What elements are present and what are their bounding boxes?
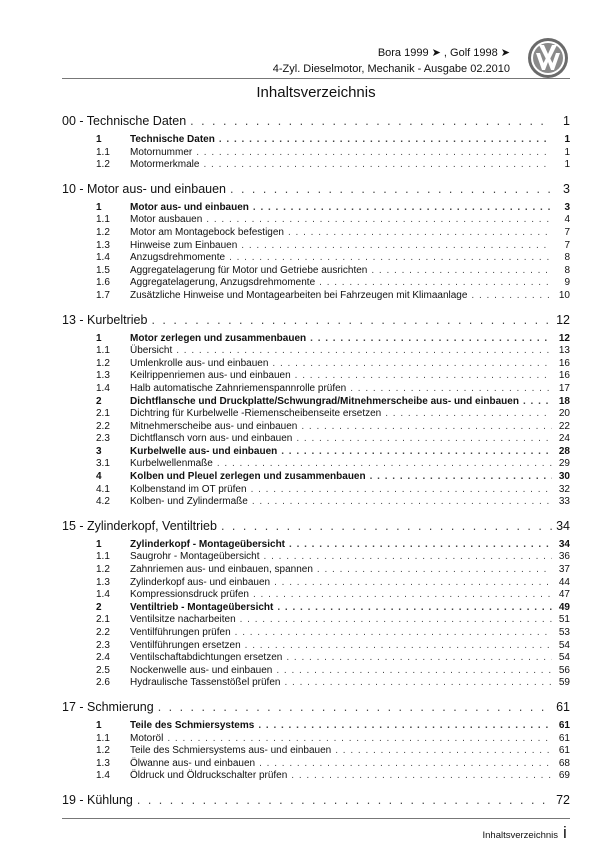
entry-page-number: 7 (564, 226, 570, 238)
entry-title: Ventilsitze nacharbeiten (130, 614, 236, 626)
entry-title: Kolben und Pleuel zerlegen und zusammenbauen (130, 471, 366, 483)
dot-leader (253, 589, 552, 602)
entry-number: 1.5 (96, 264, 110, 276)
entry-page-number: 47 (558, 589, 570, 601)
entry-page-number: 34 (558, 538, 570, 550)
toc-entry-row[interactable] (62, 290, 570, 303)
toc-chapter-row[interactable] (62, 134, 570, 147)
toc-chapter-row[interactable] (62, 396, 570, 409)
toc-section (62, 182, 570, 303)
entry-page-number: 69 (558, 770, 570, 782)
entry-number: 1.1 (96, 214, 110, 226)
toc-chapter-row[interactable] (62, 333, 570, 346)
entry-page-number: 53 (558, 627, 570, 638)
dot-leader (158, 700, 552, 714)
entry-page-number: 61 (558, 745, 570, 757)
dot-leader (235, 627, 552, 640)
section-page-number: 61 (556, 699, 570, 714)
entry-title: Aggregatelagerung, Anzugsdrehmomente (130, 277, 316, 289)
section-title: 19 - Kühlung (62, 792, 133, 807)
section-page-number: 3 (563, 181, 570, 196)
toc-entry-row[interactable] (62, 640, 570, 653)
toc-section-heading[interactable] (62, 114, 570, 130)
entry-title: Zahnriemen aus- und einbauen, spannen (130, 564, 313, 576)
dot-leader (217, 458, 552, 471)
dot-leader (240, 614, 552, 627)
toc-section (62, 114, 570, 172)
entry-number: 2.3 (96, 639, 110, 651)
entry-title: Dichtflansche und Druckplatte/Schwungrad/Mitnehmerscheibe aus- und einbauen (130, 395, 519, 407)
toc-entry-row[interactable] (62, 589, 570, 602)
header-models: Bora 1999 ➤ , Golf 1998 ➤ (377, 47, 510, 59)
header-rule (62, 78, 570, 79)
dot-leader (252, 496, 552, 509)
entry-page-number: 8 (564, 264, 570, 276)
dot-leader (176, 345, 552, 358)
entry-number: 1.2 (96, 159, 110, 171)
section-title: 00 - Technische Daten (62, 114, 187, 128)
dot-leader (276, 665, 552, 678)
entry-number: 1 (96, 201, 102, 213)
entry-page-number: 18 (558, 395, 570, 407)
toc-entry-row[interactable] (62, 383, 570, 396)
entry-title: Kurbelwellenmaße (130, 458, 213, 470)
section-title: 13 - Kurbeltrieb (62, 312, 148, 327)
toc-entry-row[interactable] (62, 677, 570, 690)
toc-section-heading[interactable] (62, 182, 570, 198)
entry-title: Saugrohr - Montageübersicht (130, 551, 260, 563)
entry-number: 2.2 (96, 420, 110, 432)
toc-entry-row[interactable] (62, 421, 570, 434)
entry-page-number: 54 (558, 652, 570, 664)
dot-leader (229, 252, 552, 265)
dot-leader (151, 313, 552, 327)
footer-rule (62, 818, 570, 819)
entry-title: Umlenkrolle aus- und einbauen (130, 357, 269, 369)
entry-page-number: 61 (558, 732, 570, 744)
entry-page-number: 56 (558, 664, 570, 676)
toc-entry-row[interactable] (62, 551, 570, 564)
toc-entry-row[interactable] (62, 408, 570, 421)
entry-page-number: 3 (564, 201, 570, 213)
entry-title: Technische Daten (130, 134, 215, 145)
toc-chapter-row[interactable] (62, 539, 570, 552)
dot-leader (284, 677, 552, 690)
entry-number: 1 (96, 134, 102, 145)
entry-title: Keilrippenriemen aus- und einbauen (130, 370, 291, 382)
entry-title: Öldruck und Öldruckschalter prüfen (130, 770, 288, 782)
entry-page-number: 16 (558, 357, 570, 369)
entry-title: Ventilschaftabdichtungen ersetzen (130, 652, 283, 664)
toc-entry-row[interactable] (62, 147, 570, 160)
toc-entry-row[interactable] (62, 227, 570, 240)
dot-leader (350, 383, 552, 396)
toc-entry-row[interactable] (62, 433, 570, 446)
entry-title: Ventilführungen prüfen (130, 627, 231, 638)
entry-page-number: 16 (558, 370, 570, 382)
entry-title: Motor aus- und einbauen (130, 201, 249, 213)
entry-page-number: 20 (558, 408, 570, 420)
header-subtitle: 4-Zyl. Dieselmotor, Mechanik - Ausgabe 02.2010 (272, 63, 510, 75)
toc-section (62, 519, 570, 690)
dot-leader (281, 446, 552, 459)
entry-page-number: 4 (564, 214, 570, 226)
entry-title: Motor zerlegen und zusammenbauen (130, 332, 307, 344)
entry-number: 2.3 (96, 433, 110, 445)
entry-number: 1.4 (96, 770, 110, 782)
entry-page-number: 1 (564, 134, 570, 145)
entry-page-number: 37 (558, 564, 570, 576)
toc-entry-row[interactable] (62, 627, 570, 640)
entry-title: Dichtflansch vorn aus- und einbauen (130, 433, 293, 445)
entry-number: 1.1 (96, 146, 110, 158)
entry-title: Motormerkmale (130, 159, 200, 171)
entry-number: 1.4 (96, 252, 110, 264)
dot-leader (190, 114, 552, 128)
entry-title: Ölwanne aus- und einbauen (130, 757, 256, 769)
entry-number: 3 (96, 445, 102, 457)
toc-entry-row[interactable] (62, 745, 570, 758)
dot-leader (291, 770, 552, 783)
entry-title: Halb automatische Zahnriemenspannrolle prüfen (130, 382, 347, 394)
dot-leader (317, 564, 552, 577)
section-title: 15 - Zylinderkopf, Ventiltrieb (62, 518, 217, 533)
entry-number: 1.2 (96, 357, 110, 369)
entry-page-number: 7 (564, 239, 570, 251)
entry-number: 1.2 (96, 226, 110, 238)
entry-page-number: 59 (558, 677, 570, 689)
entry-number: 1.7 (96, 289, 110, 301)
entry-title: Motor ausbauen (130, 214, 203, 226)
dot-leader (203, 159, 552, 172)
entry-page-number: 17 (558, 382, 570, 394)
toc-entry-row[interactable] (62, 665, 570, 678)
dot-leader (319, 277, 552, 290)
entry-title: Kolben- und Zylindermaße (130, 496, 248, 508)
dot-leader (253, 202, 552, 215)
dot-leader (241, 240, 552, 253)
section-page-number: 12 (556, 312, 570, 327)
toc-entry-row[interactable] (62, 345, 570, 358)
toc-section (62, 700, 570, 783)
dot-leader (272, 358, 552, 371)
entry-number: 4.2 (96, 496, 110, 508)
entry-number: 2 (96, 395, 102, 407)
dot-leader (167, 733, 552, 746)
section-page-number: 1 (563, 114, 570, 128)
entry-page-number: 30 (558, 471, 570, 483)
dot-leader (259, 758, 552, 771)
entry-number: 1 (96, 719, 102, 731)
entry-title: Ventiltrieb - Montageübersicht (130, 601, 274, 613)
entry-page-number: 1 (564, 159, 570, 171)
entry-number: 4.1 (96, 483, 110, 495)
entry-title: Kurbelwelle aus- und einbauen (130, 445, 278, 457)
dot-leader (251, 484, 552, 497)
toc-chapter-row[interactable] (62, 202, 570, 215)
entry-page-number: 29 (558, 458, 570, 470)
toc-section-heading[interactable] (62, 313, 570, 329)
dot-leader (245, 640, 552, 653)
entry-number: 1.1 (96, 551, 110, 563)
toc-entry-row[interactable] (62, 577, 570, 590)
entry-title: Motornummer (130, 146, 193, 158)
section-page-number: 34 (556, 518, 570, 533)
toc-entry-row[interactable] (62, 458, 570, 471)
dot-leader (296, 433, 552, 446)
dot-leader (471, 290, 552, 303)
toc-entry-row[interactable] (62, 240, 570, 253)
toc-entry-row[interactable] (62, 564, 570, 577)
entry-title: Ventilführungen ersetzen (130, 639, 241, 651)
toc-section (62, 313, 570, 509)
entry-title: Motoröl (130, 732, 164, 744)
toc-entry-row[interactable] (62, 496, 570, 509)
toc-entry-row[interactable] (62, 770, 570, 783)
entry-number: 1.3 (96, 239, 110, 251)
dot-leader (523, 396, 552, 409)
entry-page-number: 54 (558, 639, 570, 651)
entry-number: 1.2 (96, 564, 110, 576)
vw-logo-icon (527, 37, 569, 79)
entry-number: 2.4 (96, 652, 110, 664)
entry-number: 1.3 (96, 370, 110, 382)
entry-title: Hinweise zum Einbauen (130, 239, 238, 251)
footer-label: Inhaltsverzeichnis (482, 830, 558, 841)
entry-number: 1.6 (96, 277, 110, 289)
dot-leader (206, 214, 552, 227)
entry-page-number: 33 (558, 496, 570, 508)
entry-page-number: 13 (558, 345, 570, 357)
entry-title: Zylinderkopf - Montageübersicht (130, 538, 286, 550)
entry-page-number: 22 (558, 420, 570, 432)
toc-entry-row[interactable] (62, 758, 570, 771)
entry-title: Kompressionsdruck prüfen (130, 589, 249, 601)
entry-number: 1 (96, 538, 102, 550)
dot-leader (335, 745, 552, 758)
dot-leader (288, 227, 552, 240)
toc-chapter-row[interactable] (62, 446, 570, 459)
entry-title: Kolbenstand im OT prüfen (130, 483, 247, 495)
toc-entry-row[interactable] (62, 214, 570, 227)
toc-section (62, 793, 570, 809)
entry-number: 2.5 (96, 664, 110, 676)
entry-page-number: 12 (558, 332, 570, 344)
entry-page-number: 51 (558, 614, 570, 626)
entry-number: 1.4 (96, 589, 110, 601)
entry-title: Dichtring für Kurbelwelle -Riemenscheibenseite ersetzen (130, 408, 382, 420)
toc-section-heading[interactable] (62, 519, 570, 535)
entry-page-number: 49 (558, 601, 570, 613)
entry-title: Anzugsdrehmomente (130, 252, 226, 264)
entry-number: 2 (96, 601, 102, 613)
entry-page-number: 32 (558, 483, 570, 495)
dot-leader (289, 539, 552, 552)
entry-title: Zusätzliche Hinweise und Montagearbeiten bei Fahrzeugen mit Klimaanlage (130, 289, 468, 301)
dot-leader (310, 333, 552, 346)
dot-leader (274, 577, 552, 590)
entry-number: 1.4 (96, 382, 110, 394)
toc-entry-row[interactable] (62, 614, 570, 627)
dot-leader (258, 720, 552, 733)
dot-leader (385, 408, 552, 421)
dot-leader (371, 265, 552, 278)
dot-leader (277, 602, 552, 615)
toc-entry-row[interactable] (62, 370, 570, 383)
entry-page-number: 28 (558, 445, 570, 457)
toc-chapter-row[interactable] (62, 720, 570, 733)
table-of-contents (62, 114, 570, 819)
dot-leader (137, 793, 552, 807)
page-header (0, 0, 600, 80)
dot-leader (230, 182, 552, 196)
entry-number: 1.1 (96, 345, 110, 357)
toc-entry-row[interactable] (62, 484, 570, 497)
toc-entry-row[interactable] (62, 277, 570, 290)
entry-number: 4 (96, 471, 102, 483)
entry-title: Teile des Schmiersystems (130, 719, 255, 731)
entry-title: Übersicht (130, 345, 173, 357)
entry-page-number: 9 (564, 277, 570, 289)
entry-title: Zylinderkopf aus- und einbauen (130, 576, 271, 588)
entry-number: 3.1 (96, 458, 110, 470)
entry-title: Nockenwelle aus- und einbauen (130, 664, 273, 676)
entry-number: 1.2 (96, 745, 110, 757)
entry-title: Hydraulische Tassenstößel prüfen (130, 677, 281, 689)
entry-page-number: 24 (558, 433, 570, 445)
entry-number: 2.2 (96, 627, 110, 638)
section-title: 17 - Schmierung (62, 699, 154, 714)
toc-section-heading[interactable] (62, 793, 570, 809)
toc-entry-row[interactable] (62, 358, 570, 371)
toc-entry-row[interactable] (62, 159, 570, 172)
page-title: Inhaltsverzeichnis (256, 84, 376, 101)
entry-number: 1 (96, 332, 102, 344)
entry-page-number: 1 (564, 146, 570, 158)
entry-page-number: 10 (558, 289, 570, 301)
entry-number: 2.1 (96, 614, 110, 626)
dot-leader (264, 551, 552, 564)
toc-entry-row[interactable] (62, 652, 570, 665)
entry-title: Mitnehmerscheibe aus- und einbauen (130, 420, 298, 432)
entry-number: 2.1 (96, 408, 110, 420)
entry-page-number: 68 (558, 757, 570, 769)
entry-title: Teile des Schmiersystems aus- und einbauen (130, 745, 332, 757)
dot-leader (370, 471, 552, 484)
footer-page-mark: i (563, 823, 567, 842)
dot-leader (221, 519, 552, 533)
entry-number: 1.1 (96, 732, 110, 744)
entry-page-number: 8 (564, 252, 570, 264)
toc-chapter-row[interactable] (62, 471, 570, 484)
toc-entry-row[interactable] (62, 252, 570, 265)
toc-entry-row[interactable] (62, 733, 570, 746)
dot-leader (219, 134, 552, 147)
section-title: 10 - Motor aus- und einbauen (62, 181, 226, 196)
toc-entry-row[interactable] (62, 265, 570, 278)
entry-title: Motor am Montagebock befestigen (130, 226, 284, 238)
entry-page-number: 61 (558, 719, 570, 731)
entry-title: Aggregatelagerung für Motor und Getriebe ausrichten (130, 264, 368, 276)
section-page-number: 72 (556, 792, 570, 807)
dot-leader (301, 421, 552, 434)
toc-chapter-row[interactable] (62, 602, 570, 615)
entry-page-number: 36 (558, 551, 570, 563)
toc-section-heading[interactable] (62, 700, 570, 716)
dot-leader (286, 652, 552, 665)
entry-number: 2.6 (96, 677, 110, 689)
entry-number: 1.3 (96, 576, 110, 588)
entry-page-number: 44 (558, 576, 570, 588)
dot-leader (196, 147, 552, 160)
entry-number: 1.3 (96, 757, 110, 769)
dot-leader (295, 370, 552, 383)
